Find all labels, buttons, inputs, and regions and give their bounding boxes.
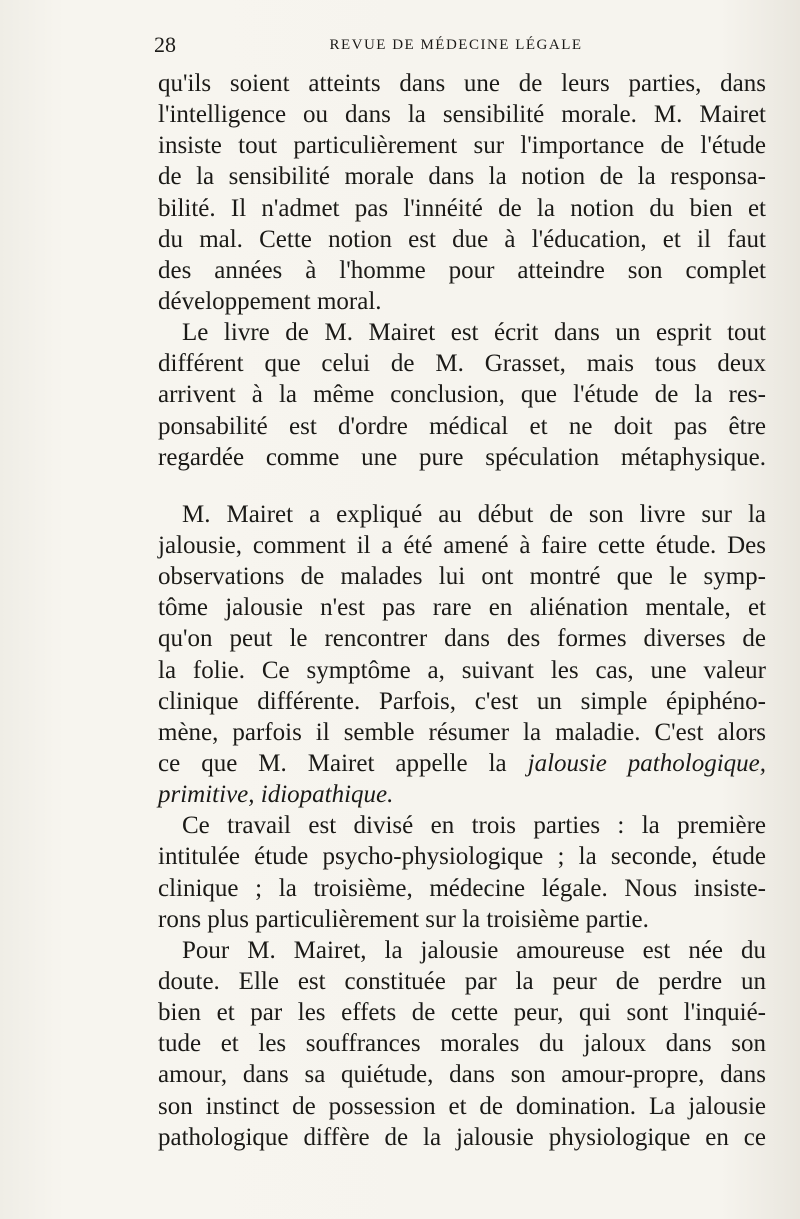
text-line: bilité. Il n'admet pas l'innéité de la notion du bien et (158, 194, 766, 222)
text-line-mixed (158, 748, 766, 779)
text-line: Le livre de M. Mairet est écrit dans un esprit tout (182, 319, 766, 347)
text-line: Pour M. Mairet, la jalousie amoureuse est née du (182, 936, 766, 964)
text-line: son instinct de possession et de domination. La jalousie (158, 1092, 766, 1120)
paragraph-5 (158, 935, 766, 1153)
text-line: observations de malades lui ont montré que le symp- (158, 563, 766, 591)
text-line: tude et les souffrances morales du jaloux dans son (158, 1030, 766, 1058)
text-line: amour, dans sa quiétude, dans son amour-propre, dans (158, 1061, 766, 1089)
paragraph-1 (158, 68, 766, 317)
text-line: de la sensibilité morale dans la notion de la responsa- (158, 163, 766, 191)
text-line: du mal. Cette notion est due à l'éducation, et il faut (158, 225, 766, 253)
section-gap (158, 473, 766, 499)
text-line: des années à l'homme pour atteindre son complet (158, 256, 766, 284)
text-line: l'intelligence ou dans la sensibilité morale. M. Mairet (158, 101, 766, 129)
text-line: insiste tout particulièrement sur l'importance de l'étude (158, 132, 766, 160)
italic-term: primitive, idiopathique. (158, 781, 394, 809)
page-header (150, 32, 762, 62)
text-line: arrivent à la même conclusion, que l'étude de la res- (158, 381, 766, 409)
text-line: qu'ils soient atteints dans une de leurs parties, dans (158, 70, 766, 97)
running-title: REVUE DE MÉDECINE LÉGALE (329, 37, 583, 53)
paragraph-2 (158, 317, 766, 473)
text-line: rons plus particulièrement sur la troisième partie. (158, 905, 649, 933)
text-line: bien et par les effets de cette peur, qui sont l'inquié- (158, 999, 766, 1027)
text-line: différent que celui de M. Grasset, mais tous deux (158, 350, 766, 378)
text-line: mène, parfois il semble résumer la maladie. C'est alors (158, 718, 766, 746)
text-line: jalousie, comment il a été amené à faire cette étude. Des (158, 531, 766, 559)
italic-term: jalousie pathologique, (527, 749, 766, 777)
text-line: clinique ; la troisième, médecine légale. Nous insiste- (158, 874, 766, 902)
text-line: Ce travail est divisé en trois parties : la première (182, 812, 766, 840)
text-line: clinique différente. Parfois, c'est un simple épiphéno- (158, 687, 766, 715)
text-run: ce que M. Mairet appelle la (158, 749, 507, 777)
page-number: 28 (154, 32, 176, 57)
page-body (158, 68, 766, 1153)
text-line: intitulée étude psycho-physiologique ; la seconde, étude (158, 843, 766, 871)
text-line: développement moral. (158, 287, 382, 315)
text-line: tôme jalousie n'est pas rare en aliénation mentale, et (158, 594, 766, 622)
text-line: ponsabilité est d'ordre médical et ne doit pas être (158, 412, 766, 440)
text-line: regardée comme une pure spéculation métaphysique. (158, 443, 766, 471)
paragraph-4 (158, 810, 766, 935)
paragraph-3 (158, 499, 766, 810)
text-line: doute. Elle est constituée par la peur de perdre un (158, 967, 766, 995)
text-line: la folie. Ce symptôme a, suivant les cas, une valeur (158, 656, 766, 684)
text-line: M. Mairet a expliqué au début de son livre sur la (182, 500, 766, 528)
text-line: qu'on peut le rencontrer dans des formes diverses de (158, 625, 766, 653)
text-line (158, 779, 766, 810)
text-line: pathologique diffère de la jalousie physiologique en ce (158, 1123, 766, 1151)
